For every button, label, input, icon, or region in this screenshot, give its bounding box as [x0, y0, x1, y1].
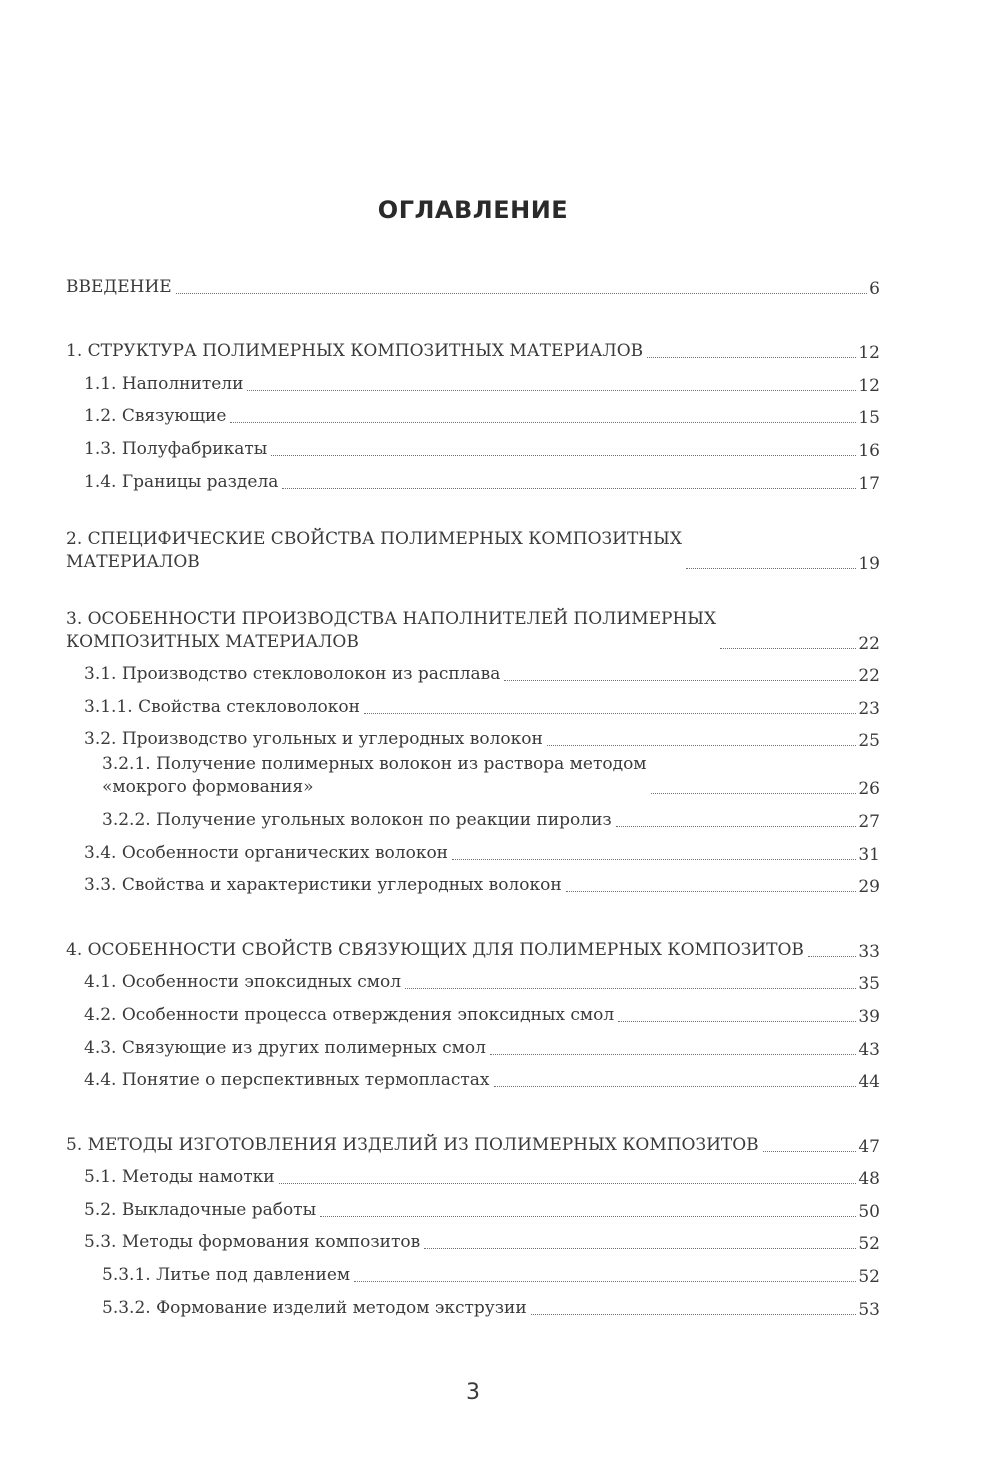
toc-entry[interactable]: [84, 1027, 880, 1060]
toc-entry-label: 1.2. Связующие: [84, 406, 227, 427]
toc-entry[interactable]: [84, 994, 880, 1027]
toc-entry[interactable]: [84, 1060, 880, 1093]
dot-leader: [320, 1216, 856, 1217]
dot-leader: [176, 293, 867, 294]
toc-entry-page-number: 31: [858, 844, 880, 865]
dot-leader: [279, 1183, 857, 1184]
toc-entry-label: 3.2.1. Получение полимерных волокон из раствора методом «мокрого формования»: [102, 754, 647, 798]
section-gap: [66, 897, 880, 929]
dot-leader: [531, 1314, 857, 1315]
toc-entry-page-number: 50: [858, 1201, 880, 1222]
toc-entry-label: 5.3.1. Литье под давлением: [102, 1265, 351, 1286]
toc-entry[interactable]: [84, 396, 880, 429]
toc-entry[interactable]: [66, 331, 880, 364]
toc-entry-label: 5.2. Выкладочные работы: [84, 1199, 317, 1220]
dot-leader: [364, 713, 856, 714]
toc-entry-label: 3.4. Особенности органических волокон: [84, 842, 449, 863]
dot-leader: [282, 488, 856, 489]
toc-entry-page-number: 25: [858, 731, 880, 752]
toc-entry[interactable]: [84, 654, 880, 687]
toc-entry[interactable]: [66, 929, 880, 962]
table-of-contents: [66, 266, 880, 1320]
section-gap: [66, 1092, 880, 1124]
dot-leader: [271, 455, 856, 456]
dot-leader: [651, 793, 857, 794]
dot-leader: [763, 1151, 857, 1152]
toc-entry-page-number: 19: [858, 553, 880, 574]
toc-entry-page-number: 29: [858, 877, 880, 898]
toc-entry-page-number: 6: [869, 278, 880, 299]
toc-entry-page-number: 15: [858, 408, 880, 429]
dot-leader: [230, 422, 856, 423]
toc-entry[interactable]: [66, 526, 880, 574]
toc-entry-label: 1.3. Полуфабрикаты: [84, 438, 268, 459]
toc-entry-page-number: 16: [858, 440, 880, 461]
toc-entry-page-number: 17: [858, 473, 880, 494]
toc-entry[interactable]: [84, 428, 880, 461]
toc-entry-label: 3.2. Производство угольных и углеродных волокон: [84, 729, 543, 750]
toc-entry-label: 4.3. Связующие из других полимерных смол: [84, 1037, 486, 1058]
toc-entry-page-number: 33: [858, 941, 880, 962]
toc-entry-page-number: 39: [858, 1006, 880, 1027]
toc-entry[interactable]: [66, 606, 880, 654]
toc-entry[interactable]: [102, 751, 880, 799]
toc-entry-label: 5.1. Методы намотки: [84, 1167, 275, 1188]
toc-entry-page-number: 43: [858, 1039, 880, 1060]
toc-entry-label: 4.1. Особенности эпоксидных смол: [84, 972, 402, 993]
toc-entry-label: 3.1.1. Свойства стекловолокон: [84, 696, 360, 717]
toc-entry-label: 1.1. Наполнители: [84, 373, 244, 394]
toc-entry-label: ВВЕДЕНИЕ: [66, 276, 172, 297]
toc-entry-label: 2. СПЕЦИФИЧЕСКИЕ СВОЙСТВА ПОЛИМЕРНЫХ КОМПОЗИТНЫХ МАТЕРИАЛОВ: [66, 528, 682, 572]
section-gap: [66, 574, 880, 606]
toc-entry[interactable]: [84, 865, 880, 898]
dot-leader: [490, 1054, 856, 1055]
toc-entry-label: 5.3.2. Формование изделий методом экструзии: [102, 1297, 527, 1318]
dot-leader: [504, 680, 856, 681]
toc-entry[interactable]: [102, 1254, 880, 1287]
toc-entry-label: 3. ОСОБЕННОСТИ ПРОИЗВОДСТВА НАПОЛНИТЕЛЕЙ ПОЛИМЕРНЫХ КОМПОЗИТНЫХ МАТЕРИАЛОВ: [66, 608, 717, 652]
toc-entry-page-number: 22: [858, 633, 880, 654]
dot-leader: [720, 648, 856, 649]
toc-entry-label: 4.4. Понятие о перспективных термопластах: [84, 1070, 490, 1091]
dot-leader: [686, 568, 856, 569]
toc-entry[interactable]: [84, 363, 880, 396]
toc-entry-label: 3.1. Производство стекловолокон из расплава: [84, 664, 501, 685]
page-number: 3: [466, 1380, 480, 1405]
toc-entry[interactable]: [84, 832, 880, 865]
toc-entry-label: 4. ОСОБЕННОСТИ СВОЙСТВ СВЯЗУЮЩИХ ДЛЯ ПОЛИМЕРНЫХ КОМПОЗИТОВ: [66, 939, 804, 960]
toc-entry-label: 5.3. Методы формования композитов: [84, 1232, 421, 1253]
toc-entry-page-number: 47: [858, 1136, 880, 1157]
toc-entry-page-number: 48: [858, 1169, 880, 1190]
toc-entry-page-number: 27: [858, 811, 880, 832]
toc-entry-label: 3.2.2. Получение угольных волокон по реакции пиролиз: [102, 809, 612, 830]
section-gap: [66, 299, 880, 331]
toc-entry-page-number: 26: [858, 779, 880, 800]
dot-leader: [494, 1086, 857, 1087]
dot-leader: [452, 859, 856, 860]
toc-entry-label: 1. СТРУКТУРА ПОЛИМЕРНЫХ КОМПОЗИТНЫХ МАТЕРИАЛОВ: [66, 341, 644, 362]
dot-leader: [647, 357, 856, 358]
page-title: ОГЛАВЛЕНИЕ: [377, 196, 569, 224]
toc-entry-label: 1.4. Границы раздела: [84, 471, 279, 492]
toc-entry[interactable]: [84, 686, 880, 719]
dot-leader: [354, 1281, 856, 1282]
toc-entry[interactable]: [84, 719, 880, 752]
toc-entry[interactable]: [84, 1222, 880, 1255]
toc-entry-page-number: 35: [858, 974, 880, 995]
toc-entry-label: 4.2. Особенности процесса отверждения эпоксидных смол: [84, 1004, 615, 1025]
dot-leader: [808, 956, 856, 957]
toc-entry-page-number: 12: [858, 343, 880, 364]
dot-leader: [424, 1248, 856, 1249]
toc-entry[interactable]: [102, 1287, 880, 1320]
section-gap: [66, 494, 880, 526]
toc-entry-page-number: 53: [858, 1299, 880, 1320]
toc-entry[interactable]: [84, 962, 880, 995]
toc-entry-page-number: 12: [858, 375, 880, 396]
toc-entry-page-number: 44: [858, 1072, 880, 1093]
toc-entry-page-number: 22: [858, 666, 880, 687]
dot-leader: [547, 745, 857, 746]
toc-entry[interactable]: [84, 461, 880, 494]
toc-entry-label: 5. МЕТОДЫ ИЗГОТОВЛЕНИЯ ИЗДЕЛИЙ ИЗ ПОЛИМЕРНЫХ КОМПОЗИТОВ: [66, 1134, 759, 1155]
toc-entry-page-number: 52: [858, 1267, 880, 1288]
toc-entry[interactable]: [66, 1124, 880, 1157]
dot-leader: [405, 988, 856, 989]
dot-leader: [618, 1021, 856, 1022]
toc-entry[interactable]: [84, 1157, 880, 1190]
toc-entry-page-number: 23: [858, 698, 880, 719]
toc-entry[interactable]: [102, 799, 880, 832]
toc-entry-label: 3.3. Свойства и характеристики углеродных волокон: [84, 875, 562, 896]
toc-entry-page-number: 52: [858, 1234, 880, 1255]
toc-entry[interactable]: [84, 1189, 880, 1222]
dot-leader: [616, 826, 857, 827]
dot-leader: [247, 390, 856, 391]
dot-leader: [566, 891, 857, 892]
toc-entry[interactable]: [66, 266, 880, 299]
